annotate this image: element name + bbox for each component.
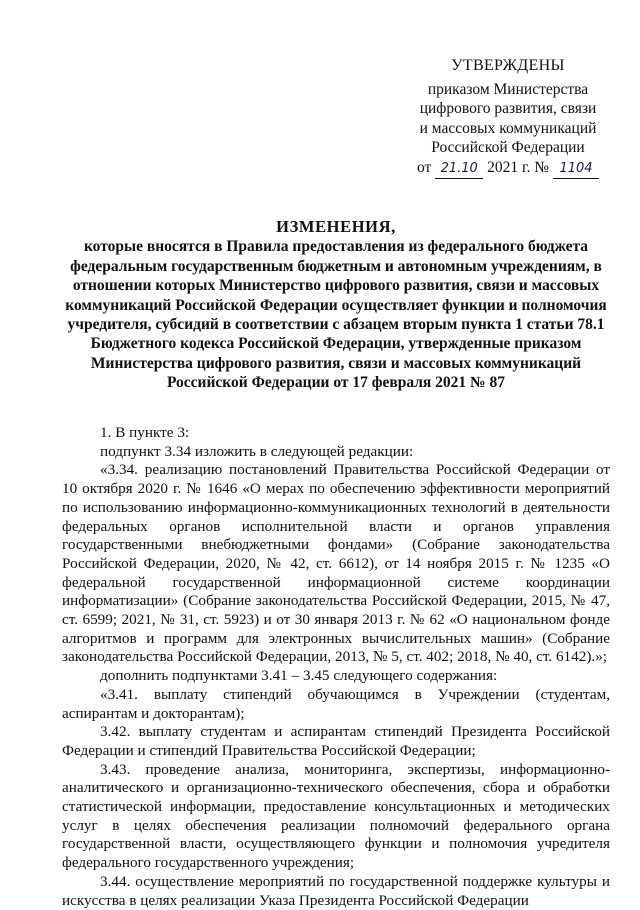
approval-line: и массовых коммуникаций — [419, 119, 597, 137]
paragraph: дополнить подпунктами 3.41 – 3.45 следующего содержания: — [100, 667, 498, 685]
document-body — [62, 424, 610, 910]
approval-date-line — [398, 158, 618, 180]
approval-block — [398, 56, 618, 179]
paragraph: подпункт 3.34 изложить в следующей редакции: — [100, 442, 414, 460]
approval-heading: УТВЕРЖДЕНЫ — [451, 57, 565, 74]
paragraph: 3.43. проведение анализа, мониторинга, экспертизы, информационно-аналитического и организационно-технического обеспечения, сбора и обработки статистической информации, предоставление консультационных и методических услуг в целях обеспечения реализации полномочий федерального органа государственной власти, осуществляющего функции и полномочия учредителя федерального государственного учреждения; — [62, 760, 610, 872]
paragraph: 3.42. выплату студентам и аспирантам стипендий Президента Российской Федерации и стипендий Правительства Российской Федерации; — [62, 723, 610, 759]
paragraph: 3.44. осуществление мероприятий по государственной поддержке культуры и искусства в целях реализации Указа Президента Российской Федерации — [62, 872, 610, 909]
date-prefix: от — [417, 158, 432, 176]
year-text: 2021 г. № — [487, 158, 550, 176]
approval-line: цифрового развития, связи — [419, 100, 597, 117]
document-title — [62, 217, 610, 393]
paragraph: «3.41. выплату стипендий обучающимся в Учреждении (студентам, аспирантам и докторантам); — [62, 685, 610, 722]
paragraph: 1. В пункте 3: — [100, 424, 190, 441]
approval-line: Российской Федерации — [431, 139, 585, 156]
title-subtitle: которые вносятся в Правила предоставления из федерального бюджета федеральным государственным бюджетным и автономным учреждениям, в отношении которых Министерство цифрового развития, связи и массовых коммуникаций Российской Федерации осуществляет функции и полномочия учредителя, субсидий в соответствии с абзацем вторым пункта 1 статьи 78.1 Бюджетного кодекса Российской Федерации, утвержденные приказом Министерства цифрового развития, связи и массовых коммуникаций Российской Федерации от 17 февраля 2021 № 87 — [65, 238, 607, 392]
approval-line: приказом Министерства — [427, 80, 589, 98]
handwritten-date: 21.10 — [435, 159, 483, 180]
title-main: ИЗМЕНЕНИЯ, — [276, 217, 396, 236]
paragraph: «3.34. реализацию постановлений Правительства Российской Федерации от 10 октября 2020 г. № 1646 «О мерах по обеспечению эффективности мероприятий по использованию информационно-коммуникационных технологий в деятельности федеральных органов исполнительной власти и органов управления государственными внебюджетными фондами» (Собрание законодательства Российской Федерации, 2020, № 42, ст. 6612), от 14 ноября 2015 г. № 1235 «О федеральной государственной информационной системе координации информатизации» (Собрание законодательства Российской Федерации, 2015, № 47, ст. 6599; 2021, № 31, ст. 5923) и от 30 января 2013 г. № 62 «О национальном фонде алгоритмов и программ для электронных вычислительных машин» (Собрание законодательства Российской Федерации, 2013, № 5, ст. 402; 2018, № 40, ст. 6142).»; — [62, 461, 610, 666]
handwritten-order-number: 1104 — [553, 159, 599, 180]
